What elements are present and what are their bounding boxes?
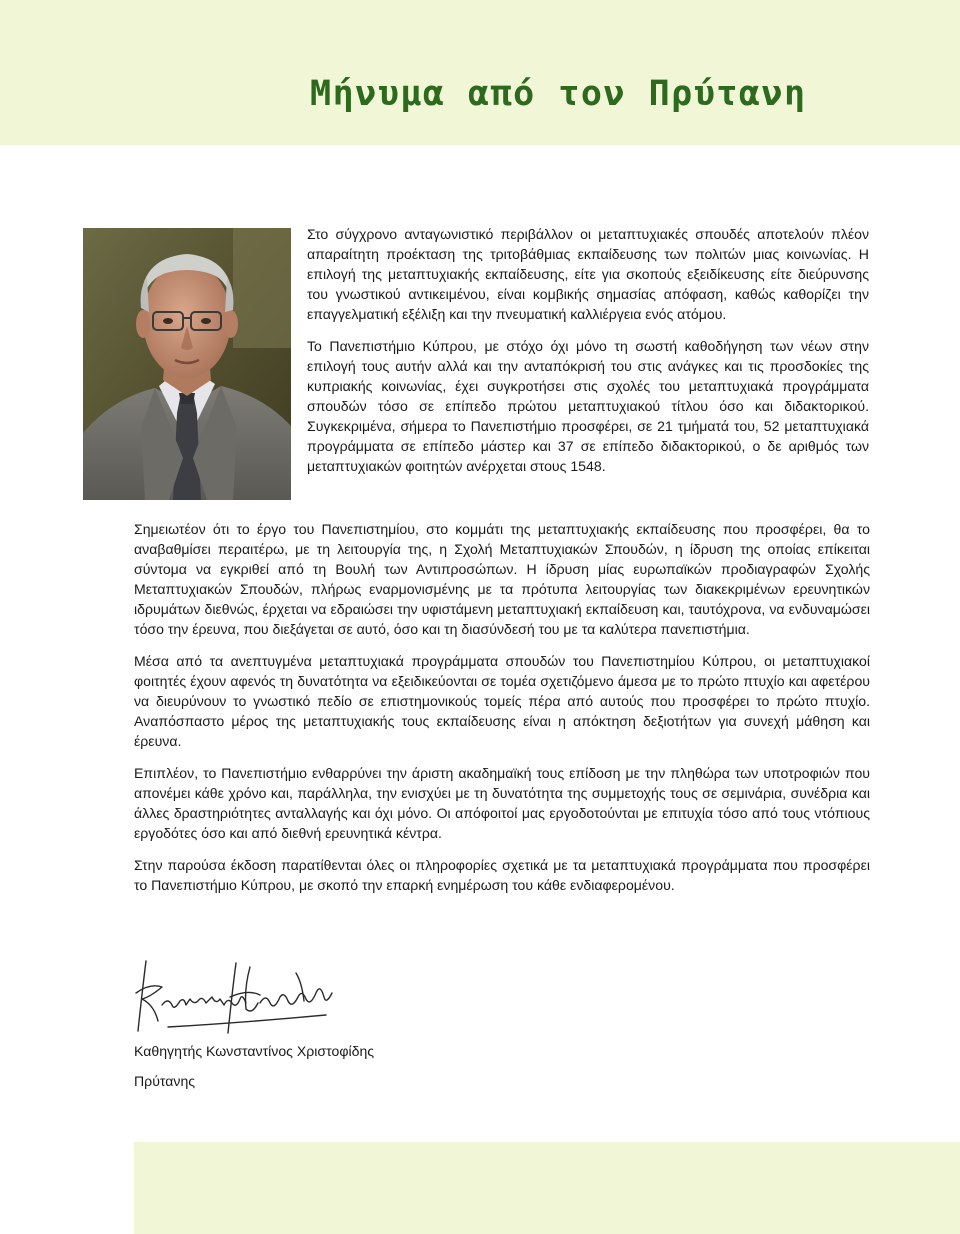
body-paragraph: Σημειωτέον ότι το έργο του Πανεπιστημίου, στο κομμάτι της μεταπτυχιακής εκπαίδευσης που προσφέρει, θα το αναβαθμίσει περαιτέρω, με τη λειτουργία της, η Σχολή Μεταπτυχιακών Σπουδών, η ίδρυση της οποίας επίκειται σύντομα να εγκριθεί από τη Βουλή των Αντιπροσώπων. Η ίδρυση μίας ευρωπαϊκών προδιαγραφών Σχολής Μεταπτυχιακών Σπουδών, πλήρως εναρμονισμένης με τα πρότυπα λειτουργίας των διακεκριμένων ερευνητικών ιδρυμάτων διεθνώς, έρχεται να εδραιώσει την υφιστάμενη μεταπτυχιακή εκπαίδευση και, ταυτόχρονα, να ενδυναμώσει τόσο την έρευνα, που διεξάγεται σε αυτό, όσο και τη διασύνδεσή του με τα καλύτερα πανεπιστήμια. xyxy=(134,521,870,637)
footer-band xyxy=(134,1142,960,1234)
signer-title: Πρύτανης xyxy=(134,1073,196,1089)
signer-name: Καθηγητής Κωνσταντίνος Χριστοφίδης xyxy=(134,1043,375,1059)
rector-portrait xyxy=(83,228,291,500)
page-title: Μήνυμα από τον Πρύτανη xyxy=(310,74,807,114)
body-paragraph: Μέσα από τα ανεπτυγμένα μεταπτυχιακά προγράμματα σπουδών του Πανεπιστημίου Κύπρου, οι μεταπτυχιακοί φοιτητές έχουν αφενός τη δυνατότητα να εξειδικεύονται σε τομέα σχετιζόμενο άμεσα με το πρώτο πτυχίο και αφετέρου να διευρύνουν το γνωστικό πεδίο σε επιστημονικούς τομείς πέρα από αυτούς που προσφέρει το πρώτο πτυχίο. Αναπόσπαστο μέρος της μεταπτυχιακής τους εκπαίδευσης είναι η απόκτηση δεξιοτήτων για συνεχή μάθηση και έρευνα. xyxy=(134,653,870,749)
handwritten-signature xyxy=(128,953,338,1038)
body-text xyxy=(134,519,870,907)
header-band xyxy=(0,0,960,145)
body-paragraph: Επιπλέον, το Πανεπιστήμιο ενθαρρύνει την άριστη ακαδημαϊκή τους επίδοση με την πληθώρα των υποτροφιών που απονέμει κάθε χρόνο και, παράλληλα, την ενισχύει με τη δυνατότητα της συμμετοχής τους σε σεμινάρια, συνέδρια και άλλες δραστηριότητες ανταλλαγής και όχι μόνο. Οι απόφοιτοί μας εργοδοτούνται με επιτυχία τόσο από τους ντόπιους εργοδότες όσο και από διεθνή ερευνητικά κέντρα. xyxy=(134,765,870,841)
intro-paragraph: Στο σύγχρονο ανταγωνιστικό περιβάλλον οι μεταπτυχιακές σπουδές αποτελούν πλέον απαραίτητη προέκταση της τριτοβάθμιας εκπαίδευσης των πολιτών μιας κοινωνίας. Η επιλογή της μεταπτυχιακής εκπαίδευσης, είτε για σκοπούς εξειδίκευσης είτε διεύρυνσης του γνωστικού αντικειμένου, είναι κομβικής σημασίας απόφαση, καθώς καθορίζει την επαγγελματική εξέλιξη και την πνευματική καλλιέργεια ενός ατόμου. xyxy=(307,226,869,322)
intro-text xyxy=(307,224,869,488)
intro-paragraph: Το Πανεπιστήμιο Κύπρου, με στόχο όχι μόνο τη σωστή καθοδήγηση των νέων στην επιλογή τους αυτήν αλλά και την ανταπόκρισή του στις ανάγκες και τις προσδοκίες της κυπριακής κοινωνίας, έχει συγκροτήσει στις σχολές του μεταπτυχιακά προγράμματα σπουδών τόσο σε επίπεδο πρώτου μεταπτυχιακού τίτλου όσο και διδακτορικού. Συγκεκριμένα, σήμερα το Πανεπιστήμιο προσφέρει, σε 21 τμήματά του, 52 μεταπτυχιακά προγράμματα σε επίπεδο μάστερ και 37 σε επίπεδο διδακτορικού, ο δε αριθμός των μεταπτυχιακών φοιτητών ανέρχεται στους 1548. xyxy=(307,338,869,474)
portrait-photo xyxy=(83,228,291,500)
body-paragraph: Στην παρούσα έκδοση παρατίθενται όλες οι πληροφορίες σχετικά με τα μεταπτυχιακά προγράμματα που προσφέρει το Πανεπιστήμιο Κύπρου, με σκοπό την επαρκή ενημέρωση του κάθε ενδιαφερομένου. xyxy=(134,857,870,893)
